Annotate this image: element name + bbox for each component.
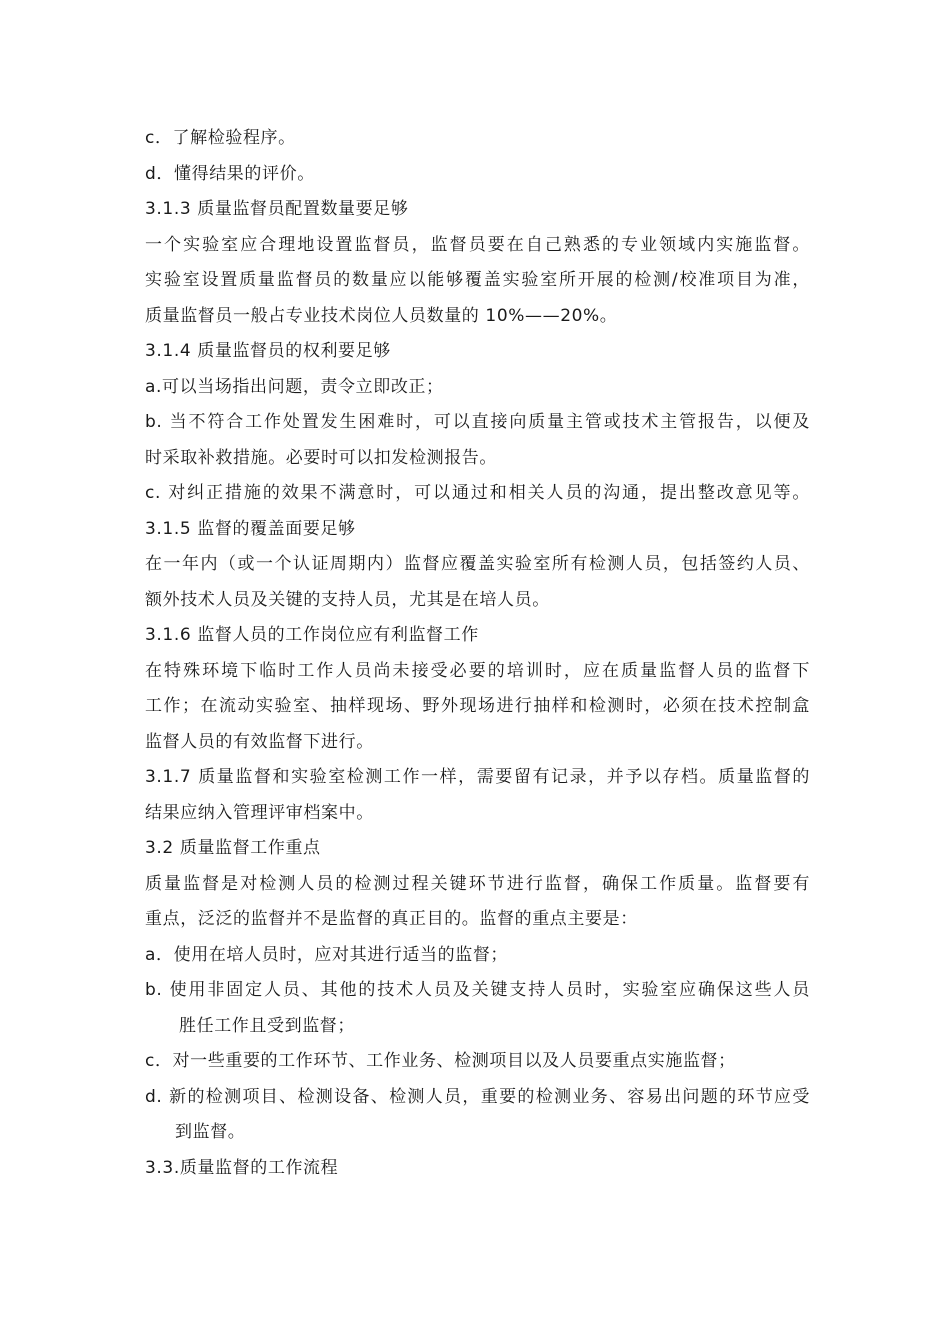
paragraph-line: 监督人员的有效监督下进行。 — [145, 731, 374, 752]
list-item-b-continued: 胜任工作且受到监督； — [179, 1015, 355, 1036]
paragraph-line: 额外技术人员及关键的支持人员，尤其是在培人员。 — [145, 589, 550, 610]
paragraph-line: 在一年内（或一个认证周期内）监督应覆盖实验室所有检测人员，包括签约人员、 — [145, 554, 810, 574]
list-item-c: c．对一些重要的工作环节、工作业务、检测项目以及人员要重点实施监督； — [145, 1051, 736, 1071]
list-item-a: a．使用在培人员时，应对其进行适当的监督； — [145, 944, 509, 965]
heading-3-3: 3.3.质量监督的工作流程 — [145, 1157, 339, 1178]
heading-3-1-4: 3.1.4 质量监督员的权利要足够 — [145, 341, 391, 361]
paragraph-line: 质量监督是对检测人员的检测过程关键环节进行监督，确保工作质量。监督要有 — [145, 873, 810, 894]
heading-3-1-3: 3.1.3 质量监督员配置数量要足够 — [145, 199, 409, 219]
heading-3-1-7: 3.1.7 质量监督和实验室检测工作一样，需要留有记录，并予以存档。质量监督的 — [145, 767, 810, 787]
paragraph-line: 重点，泛泛的监督并不是监督的真正目的。监督的重点主要是： — [145, 909, 638, 929]
heading-3-1-6: 3.1.6 监督人员的工作岗位应有利监督工作 — [145, 625, 479, 645]
paragraph-line: 结果应纳入管理评审档案中。 — [145, 802, 374, 823]
heading-3-2: 3.2 质量监督工作重点 — [145, 838, 321, 858]
list-item-d-result-evaluation: d．懂得结果的评价。 — [145, 163, 315, 184]
paragraph-line: 实验室设置质量监督员的数量应以能够覆盖实验室所开展的检测/校准项目为准， — [145, 270, 810, 290]
document-body — [145, 121, 810, 1186]
list-item-b: b. 使用非固定人员、其他的技术人员及关键支持人员时，实验室应确保这些人员 — [145, 980, 810, 1000]
list-item-b: b. 当不符合工作处置发生困难时，可以直接向质量主管或技术主管报告，以便及 — [145, 412, 810, 432]
paragraph-line: 一个实验室应合理地设置监督员，监督员要在自己熟悉的专业领域内实施监督。 — [145, 234, 810, 255]
heading-3-1-5: 3.1.5 监督的覆盖面要足够 — [145, 518, 356, 539]
paragraph-line: 工作；在流动实验室、抽样现场、野外现场进行抽样和检测时，必须在技术控制盒 — [145, 696, 810, 716]
list-item-c-inspection-procedure: c．了解检验程序。 — [145, 128, 296, 148]
list-item-d: d. 新的检测项目、检测设备、检测人员，重要的检测业务、容易出问题的环节应受 — [145, 1086, 810, 1107]
paragraph-line: 在特殊环境下临时工作人员尚未接受必要的培训时，应在质量监督人员的监督下 — [145, 660, 810, 681]
list-item-c: c. 对纠正措施的效果不满意时，可以通过和相关人员的沟通，提出整改意见等。 — [145, 483, 810, 503]
list-item-d-continued: 到监督。 — [175, 1122, 246, 1142]
list-item-a: a.可以当场指出问题，责令立即改正； — [145, 376, 444, 397]
paragraph-line: 质量监督员一般占专业技术岗位人员数量的 10%——20%。 — [145, 305, 618, 326]
list-item-b-continued: 时采取补救措施。必要时可以扣发检测报告。 — [145, 447, 497, 468]
